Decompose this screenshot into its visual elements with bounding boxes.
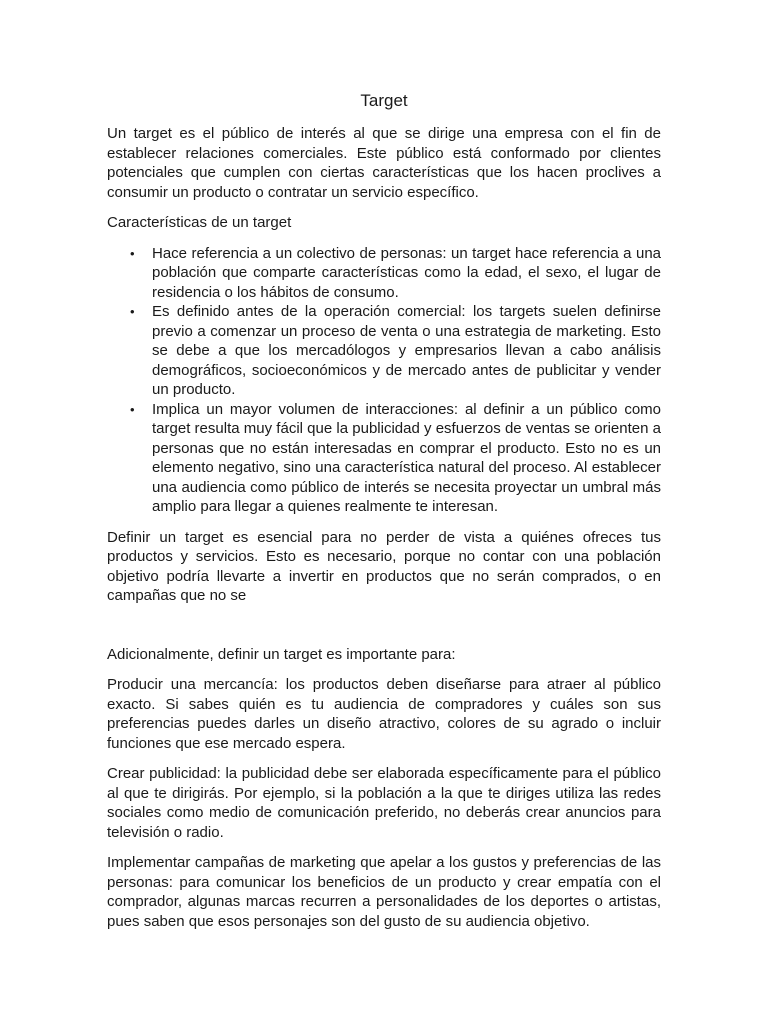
bullet-icon: • xyxy=(130,401,135,417)
use-paragraph-produce: Producir una mercancía: los productos deben diseñarse para atraer al público exacto. Si sabes quién es tu audiencia de compradores y cuáles son sus preferencias puedes darles un diseño atractivo, colores de su agrado o incluir funciones que ese mercado espera. xyxy=(107,676,661,752)
document-title: Target xyxy=(360,91,408,110)
list-item-text: Implica un mayor volumen de interacciones: al definir a un público como target resulta muy fácil que la publicidad y esfuerzos de ventas se orienten a personas que no están interesadas en comprar el producto. Esto no es un elemento negativo, sino una característica natural del proceso. Al establecer una audiencia como público de interés se necesita proyectar un umbral más amplio para llegar a quienes realmente te interesan. xyxy=(152,400,661,515)
list-item xyxy=(130,400,661,517)
list-item xyxy=(130,302,661,400)
use-paragraph-campaigns: Implementar campañas de marketing que apelar a los gustos y preferencias de las personas: para comunicar los beneficios de un producto y crear empatía con el comprador, algunas marcas recurren a personalidades de los deportes o artistas, pues saben que esos personajes son del gusto de su audiencia objetivo. xyxy=(107,854,661,930)
characteristics-heading: Características de un target xyxy=(107,214,292,231)
bullet-icon: • xyxy=(130,245,135,261)
list-item xyxy=(130,244,661,303)
bullet-icon: • xyxy=(130,304,135,319)
list-item-text: Hace referencia a un colectivo de personas: un target hace referencia a una población que comparte características como la edad, el sexo, el lugar de residencia o los hábitos de consumo. xyxy=(152,244,661,301)
characteristics-list xyxy=(107,244,661,517)
list-item-text: Es definido antes de la operación comercial: los targets suelen definirse previo a comenzar un proceso de venta o una estrategia de marketing. Esto se debe a que los mercadólogos y empresarios llevan a cabo análisis demográficos, socioeconómicos y de mercado antes de publicitar y vender un producto. xyxy=(152,303,661,398)
blank-line xyxy=(107,617,661,645)
additionally-paragraph: Adicionalmente, definir un target es importante para: xyxy=(107,645,456,663)
use-paragraph-advertising: Crear publicidad: la publicidad debe ser elaborada específicamente para el público al que te dirigirás. Por ejemplo, si la población a la que te diriges utiliza las redes sociales como medio de comunicación preferido, no deberás crear anuncios para televisión o radio. xyxy=(107,765,661,841)
document-page xyxy=(107,90,661,942)
define-paragraph: Definir un target es esencial para no perder de vista a quiénes ofreces tus productos y servicios. Esto es necesario, porque no contar con una población objetivo podría llevarte a invertir en productos que no serán comprados, o en campañas que no se xyxy=(107,528,661,604)
intro-paragraph: Un target es el público de interés al que se dirige una empresa con el fin de establecer relaciones comerciales. Este público está conformado por clientes potenciales que cumplen con ciertas características que los hacen proclives a consumir un producto o contratar un servicio específico. xyxy=(107,125,661,201)
